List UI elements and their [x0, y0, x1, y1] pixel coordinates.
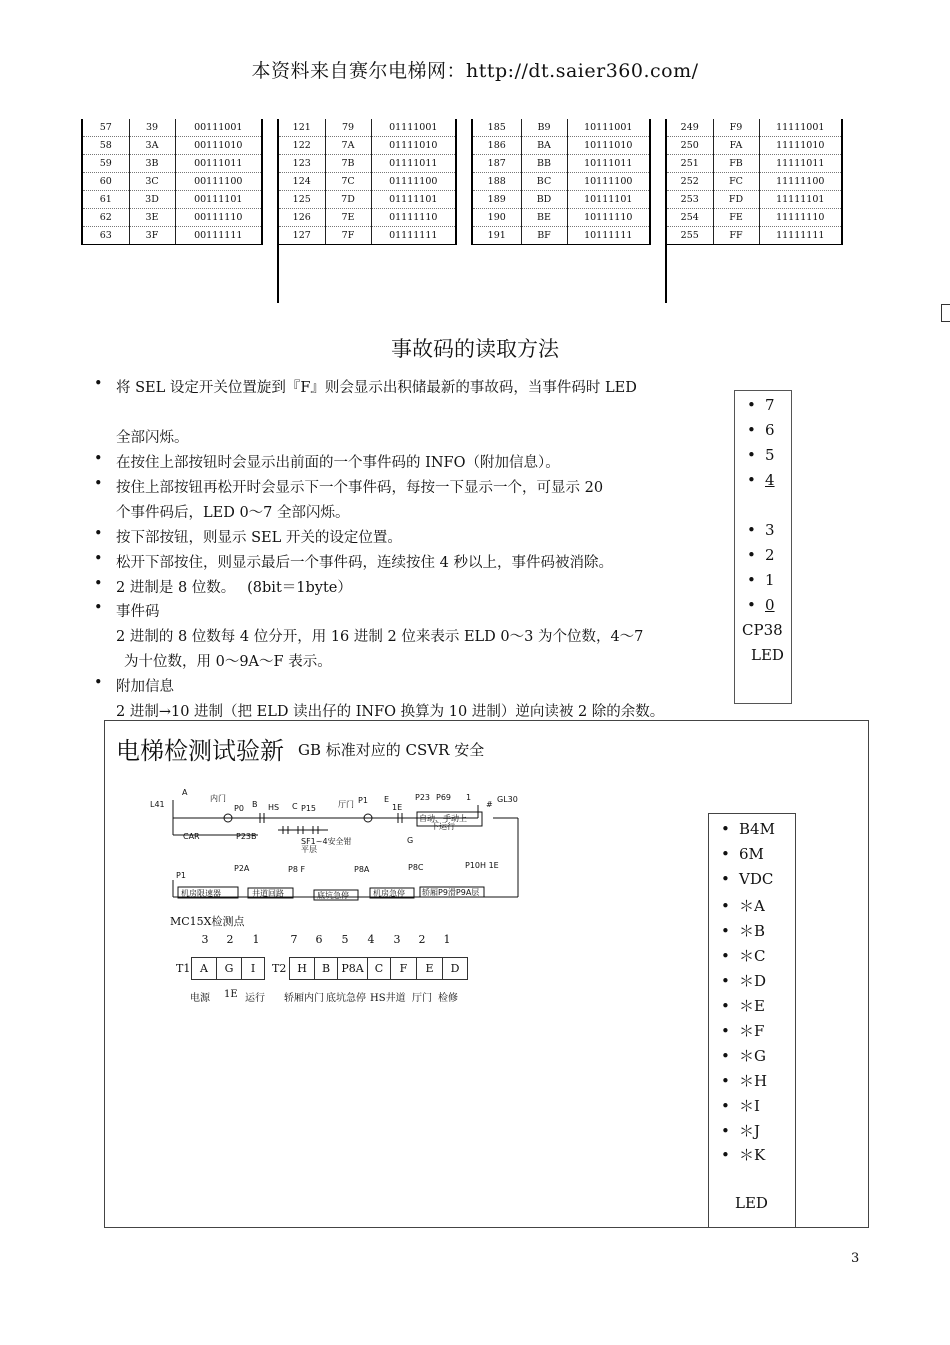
diagram-label-tingmen: 厅门	[338, 800, 354, 809]
binary-cell: 10111110	[567, 209, 649, 227]
led-bit-7: • 7	[747, 396, 775, 414]
hex-table-row	[667, 173, 841, 191]
hex-cell: FE	[713, 209, 759, 227]
binary-cell: 00111001	[175, 119, 261, 137]
binary-cell: 10111100	[567, 173, 649, 191]
hex-cell: 7E	[325, 209, 371, 227]
cell-number: 7	[290, 933, 298, 946]
bullet-line-3: • 在按住上部按钮时会显示出前面的一个事件码的 INFO（附加信息）。	[116, 451, 560, 472]
bullet-line-1: • 将 SEL 设定开关位置旋到『F』则会显示出积储最新的事故码，当事件码时 LED	[116, 376, 637, 397]
diagram-label-C: C	[292, 802, 298, 811]
decimal-cell: 60	[83, 173, 129, 191]
decimal-cell: 252	[667, 173, 713, 191]
bullet-line-7: • 松开下部按住，则显示最后一个事件码，连续按住 4 秒以上，事件码被消除。	[116, 551, 613, 572]
led-bit-5: • 5	[747, 446, 775, 464]
diagram-label-hash: #	[486, 800, 493, 809]
hex-table-row	[667, 227, 841, 245]
led-bit-0: • 0	[747, 596, 775, 614]
test-point-cell: B	[315, 957, 338, 980]
led-item-VDC: • VDC	[721, 870, 774, 888]
led-item-K: • ＊K	[721, 1146, 766, 1164]
t1-label: T1	[176, 962, 191, 975]
cell-number: 1	[443, 933, 451, 946]
cell-number: 4	[367, 933, 375, 946]
cell-number: 1	[252, 933, 260, 946]
cp38-led-box	[734, 390, 792, 704]
binary-cell: 01111010	[371, 137, 455, 155]
hex-cell: 3D	[129, 191, 175, 209]
hex-cell: BC	[521, 173, 567, 191]
text-line-10: 2 进制的 8 位数每 4 位分开，用 16 进制 2 位来表示 ELD 0～3 为个位数，4～7	[116, 629, 644, 645]
hex-table-row	[473, 227, 649, 245]
bullet-line-4: • 按住上部按钮再松开时会显示下一个事件码，每按一下显示一个，可显示 20	[116, 476, 603, 497]
decimal-cell: 249	[667, 119, 713, 137]
legend-label: 轿厢内门	[284, 993, 324, 1004]
diagram-label-P23B: P23B	[236, 832, 257, 841]
panel-title: 电梯检测试验新	[116, 737, 284, 765]
hex-table-row	[279, 173, 455, 191]
diagram-box-4: 机房急停	[373, 889, 405, 898]
cell-number: 5	[341, 933, 349, 946]
hex-table-row	[473, 137, 649, 155]
test-point-cell: D	[443, 957, 468, 980]
cell-number: 6	[315, 933, 323, 946]
hex-cell: BD	[521, 191, 567, 209]
cell-number: 3	[201, 933, 209, 946]
text-line-11: 为十位数，用 0～9A～F 表示。	[124, 654, 332, 670]
cell-number: 2	[418, 933, 426, 946]
legend-label: HS井道	[370, 993, 406, 1004]
bullet-line-8: • 2 进制是 8 位数。 (8bit＝1byte）	[116, 576, 352, 597]
led-label-2: LED	[735, 1194, 768, 1212]
led-bit-2: • 2	[747, 546, 775, 564]
binary-cell: 01111001	[371, 119, 455, 137]
binary-cell: 01111101	[371, 191, 455, 209]
decimal-cell: 63	[83, 227, 129, 245]
diagram-label-G: G	[407, 836, 414, 845]
hex-table-row	[667, 137, 841, 155]
diagram-box-1: 机房限速器	[181, 889, 221, 898]
hex-cell: 7A	[325, 137, 371, 155]
decimal-cell: 61	[83, 191, 129, 209]
led-item-J: • ＊J	[721, 1122, 761, 1140]
diagram-label-SF: SF1~4安全钳	[301, 837, 352, 846]
hex-cell: 7D	[325, 191, 371, 209]
binary-cell: 00111100	[175, 173, 261, 191]
diagram-label-B: B	[252, 800, 258, 809]
decimal-cell: 125	[279, 191, 325, 209]
hex-table-2	[277, 119, 457, 245]
decimal-cell: 191	[473, 227, 521, 245]
panel-subtitle: GB 标准对应的 CSVR 安全	[298, 741, 485, 759]
decimal-cell: 123	[279, 155, 325, 173]
corner-bracket	[941, 304, 950, 322]
decimal-cell: 185	[473, 119, 521, 137]
test-point-cell: I	[242, 957, 265, 980]
led-bit-4: • 4	[747, 471, 775, 489]
binary-cell: 00111111	[175, 227, 261, 245]
diagram-label-neimen: 内门	[210, 794, 226, 803]
binary-cell: 01111100	[371, 173, 455, 191]
diagram-box-2: 井道回路	[252, 889, 284, 898]
diagram-label-P1b: P1	[176, 871, 186, 880]
decimal-cell: 186	[473, 137, 521, 155]
text-line-2: 全部闪烁。	[116, 430, 189, 446]
binary-cell: 00111101	[175, 191, 261, 209]
hex-table-row	[473, 155, 649, 173]
led-item-B4M: • B4M	[721, 820, 775, 838]
diagram-label-CAR: CAR	[183, 832, 200, 841]
hex-table-row	[279, 191, 455, 209]
hex-table-row	[83, 209, 261, 227]
decimal-cell: 122	[279, 137, 325, 155]
diagram-label-P8A: P8A	[354, 865, 370, 874]
hex-cell: BA	[521, 137, 567, 155]
hex-table-row	[83, 155, 261, 173]
diagram-box-3: 底坑急停	[317, 891, 349, 900]
safety-circuit-diagram	[148, 785, 528, 910]
hex-table-row	[473, 173, 649, 191]
test-point-cell: E	[417, 957, 443, 980]
binary-cell: 00111110	[175, 209, 261, 227]
hex-table-row	[667, 119, 841, 137]
test-points-group-2	[289, 957, 468, 980]
binary-cell: 11111010	[759, 137, 841, 155]
diagram-box-5: 轿厢P9滑P9A层	[422, 888, 480, 897]
decimal-cell: 62	[83, 209, 129, 227]
hex-cell: F9	[713, 119, 759, 137]
hex-table-row	[473, 209, 649, 227]
binary-cell: 00111010	[175, 137, 261, 155]
test-point-cell: P8A	[338, 957, 368, 980]
test-point-cell: H	[289, 957, 315, 980]
hex-cell: FA	[713, 137, 759, 155]
hex-table-1	[81, 119, 263, 245]
text-line-5: 个事件码后，LED 0～7 全部闪烁。	[116, 505, 350, 521]
binary-cell: 10111101	[567, 191, 649, 209]
text-line-13: 2 进制→10 进制（把 ELD 读出仔的 INFO 换算为 10 进制）逆向读被 2 除的余数。	[116, 704, 665, 720]
mc15x-label: MC15X检测点	[170, 915, 245, 928]
test-point-cell: G	[217, 957, 242, 980]
hex-table-4	[665, 119, 843, 245]
t2-label: T2	[272, 962, 287, 975]
led-bit-6: • 6	[747, 421, 775, 439]
hex-cell: FF	[713, 227, 759, 245]
hex-cell: 7C	[325, 173, 371, 191]
hex-table-row	[83, 173, 261, 191]
decimal-cell: 58	[83, 137, 129, 155]
led-bit-3: • 3	[747, 521, 775, 539]
bullet-line-9: • 事件码	[116, 600, 160, 621]
led-item-6M: • 6M	[721, 845, 764, 863]
diagram-label-GL30: GL30	[497, 795, 518, 804]
diagram-label-P0: P0	[234, 804, 244, 813]
diagram-label-1E: 1E	[392, 803, 403, 812]
binary-cell: 11111001	[759, 119, 841, 137]
hex-table-row	[473, 191, 649, 209]
binary-cell: 10111001	[567, 119, 649, 137]
legend-label: 1E	[224, 989, 238, 1000]
hex-table-row	[83, 227, 261, 245]
led-item-A: • ＊A	[721, 897, 765, 915]
hex-cell: FC	[713, 173, 759, 191]
hex-cell: 3A	[129, 137, 175, 155]
decimal-cell: 188	[473, 173, 521, 191]
decimal-cell: 121	[279, 119, 325, 137]
binary-cell: 01111110	[371, 209, 455, 227]
binary-cell: 10111111	[567, 227, 649, 245]
hex-cell: B9	[521, 119, 567, 137]
legend-label: 电源	[190, 993, 210, 1004]
cp38-label: CP38	[742, 621, 783, 639]
decimal-cell: 255	[667, 227, 713, 245]
diagram-label-auto: 自动、手动上	[419, 814, 467, 823]
diagram-label-P1: P1	[358, 796, 368, 805]
test-point-cell: C	[368, 957, 391, 980]
led-item-I: • ＊I	[721, 1097, 760, 1115]
hex-table-row	[83, 119, 261, 137]
led-item-E: • ＊E	[721, 997, 765, 1015]
hex-table-row	[667, 191, 841, 209]
divider-line	[277, 245, 279, 303]
diagram-label-P10H: P10H 1E	[465, 861, 499, 870]
led-label: LED	[751, 646, 784, 664]
binary-cell: 10111011	[567, 155, 649, 173]
section-title: 事故码的读取方法	[391, 337, 559, 361]
legend-label: 底坑急停	[326, 993, 366, 1004]
led-item-D: • ＊D	[721, 972, 767, 990]
hex-table-row	[279, 209, 455, 227]
binary-cell: 01111111	[371, 227, 455, 245]
diagram-label-P69: P69	[436, 793, 452, 802]
header-source: 本资料来自赛尔电梯网：http://dt.saier360.com/	[251, 60, 699, 82]
decimal-cell: 254	[667, 209, 713, 227]
diagram-label-P8C: P8C	[408, 863, 424, 872]
binary-cell: 11111110	[759, 209, 841, 227]
hex-table-row	[279, 137, 455, 155]
decimal-cell: 250	[667, 137, 713, 155]
hex-cell: 3C	[129, 173, 175, 191]
hex-cell: 3F	[129, 227, 175, 245]
hex-cell: FD	[713, 191, 759, 209]
hex-table-row	[667, 155, 841, 173]
hex-cell: 3E	[129, 209, 175, 227]
diagram-label-HS: HS	[268, 803, 280, 812]
decimal-cell: 253	[667, 191, 713, 209]
divider-line	[665, 245, 667, 303]
decimal-cell: 190	[473, 209, 521, 227]
led-item-H: • ＊H	[721, 1072, 768, 1090]
hex-cell: BF	[521, 227, 567, 245]
hex-table-row	[473, 119, 649, 137]
decimal-cell: 251	[667, 155, 713, 173]
cell-number: 2	[226, 933, 234, 946]
led-bit-1: • 1	[747, 571, 775, 589]
led-item-G: • ＊G	[721, 1047, 766, 1065]
diagram-label-E: E	[384, 795, 390, 804]
hex-cell: 7F	[325, 227, 371, 245]
cell-number: 3	[393, 933, 401, 946]
decimal-cell: 127	[279, 227, 325, 245]
diagram-label-P8F: P8 F	[288, 865, 306, 874]
hex-cell: 7B	[325, 155, 371, 173]
hex-table-3	[471, 119, 651, 245]
hex-cell: FB	[713, 155, 759, 173]
diagram-label-pingceng: 平层	[301, 845, 317, 854]
bullet-line-12: • 附加信息	[116, 675, 174, 696]
test-led-box	[708, 813, 796, 1228]
hex-cell: 3B	[129, 155, 175, 173]
diagram-label-auto2: 下运行	[431, 822, 455, 831]
hex-table-row	[83, 191, 261, 209]
legend-label: 厅门	[412, 993, 432, 1004]
hex-cell: 79	[325, 119, 371, 137]
hex-cell: BB	[521, 155, 567, 173]
hex-table-row	[279, 155, 455, 173]
decimal-cell: 187	[473, 155, 521, 173]
diagram-label-P15: P15	[301, 804, 317, 813]
decimal-cell: 124	[279, 173, 325, 191]
diagram-label-A: A	[182, 788, 188, 797]
binary-cell: 11111101	[759, 191, 841, 209]
hex-table-row	[667, 209, 841, 227]
legend-label: 运行	[245, 993, 265, 1004]
hex-cell: BE	[521, 209, 567, 227]
decimal-cell: 59	[83, 155, 129, 173]
legend-label: 检修	[438, 993, 458, 1004]
binary-cell: 00111011	[175, 155, 261, 173]
hex-cell: 39	[129, 119, 175, 137]
diagram-label-L41: L41	[150, 800, 165, 809]
test-point-cell: A	[191, 957, 217, 980]
binary-cell: 10111010	[567, 137, 649, 155]
test-point-cell: F	[391, 957, 417, 980]
test-points-group-1	[191, 957, 265, 980]
bullet-line-6: • 按下部按钮，则显示 SEL 开关的设定位置。	[116, 526, 402, 547]
decimal-cell: 57	[83, 119, 129, 137]
diagram-label-1: 1	[466, 793, 472, 802]
led-item-C: • ＊C	[721, 947, 766, 965]
hex-table-row	[83, 137, 261, 155]
page-number: 3	[851, 1251, 860, 1266]
hex-table-row	[279, 119, 455, 137]
diagram-label-P2A: P2A	[234, 864, 250, 873]
binary-cell: 11111111	[759, 227, 841, 245]
led-item-F: • ＊F	[721, 1022, 765, 1040]
decimal-cell: 126	[279, 209, 325, 227]
binary-cell: 01111011	[371, 155, 455, 173]
diagram-label-P23: P23	[415, 793, 431, 802]
binary-cell: 11111100	[759, 173, 841, 191]
binary-cell: 11111011	[759, 155, 841, 173]
led-item-B: • ＊B	[721, 922, 766, 940]
hex-table-row	[279, 227, 455, 245]
decimal-cell: 189	[473, 191, 521, 209]
